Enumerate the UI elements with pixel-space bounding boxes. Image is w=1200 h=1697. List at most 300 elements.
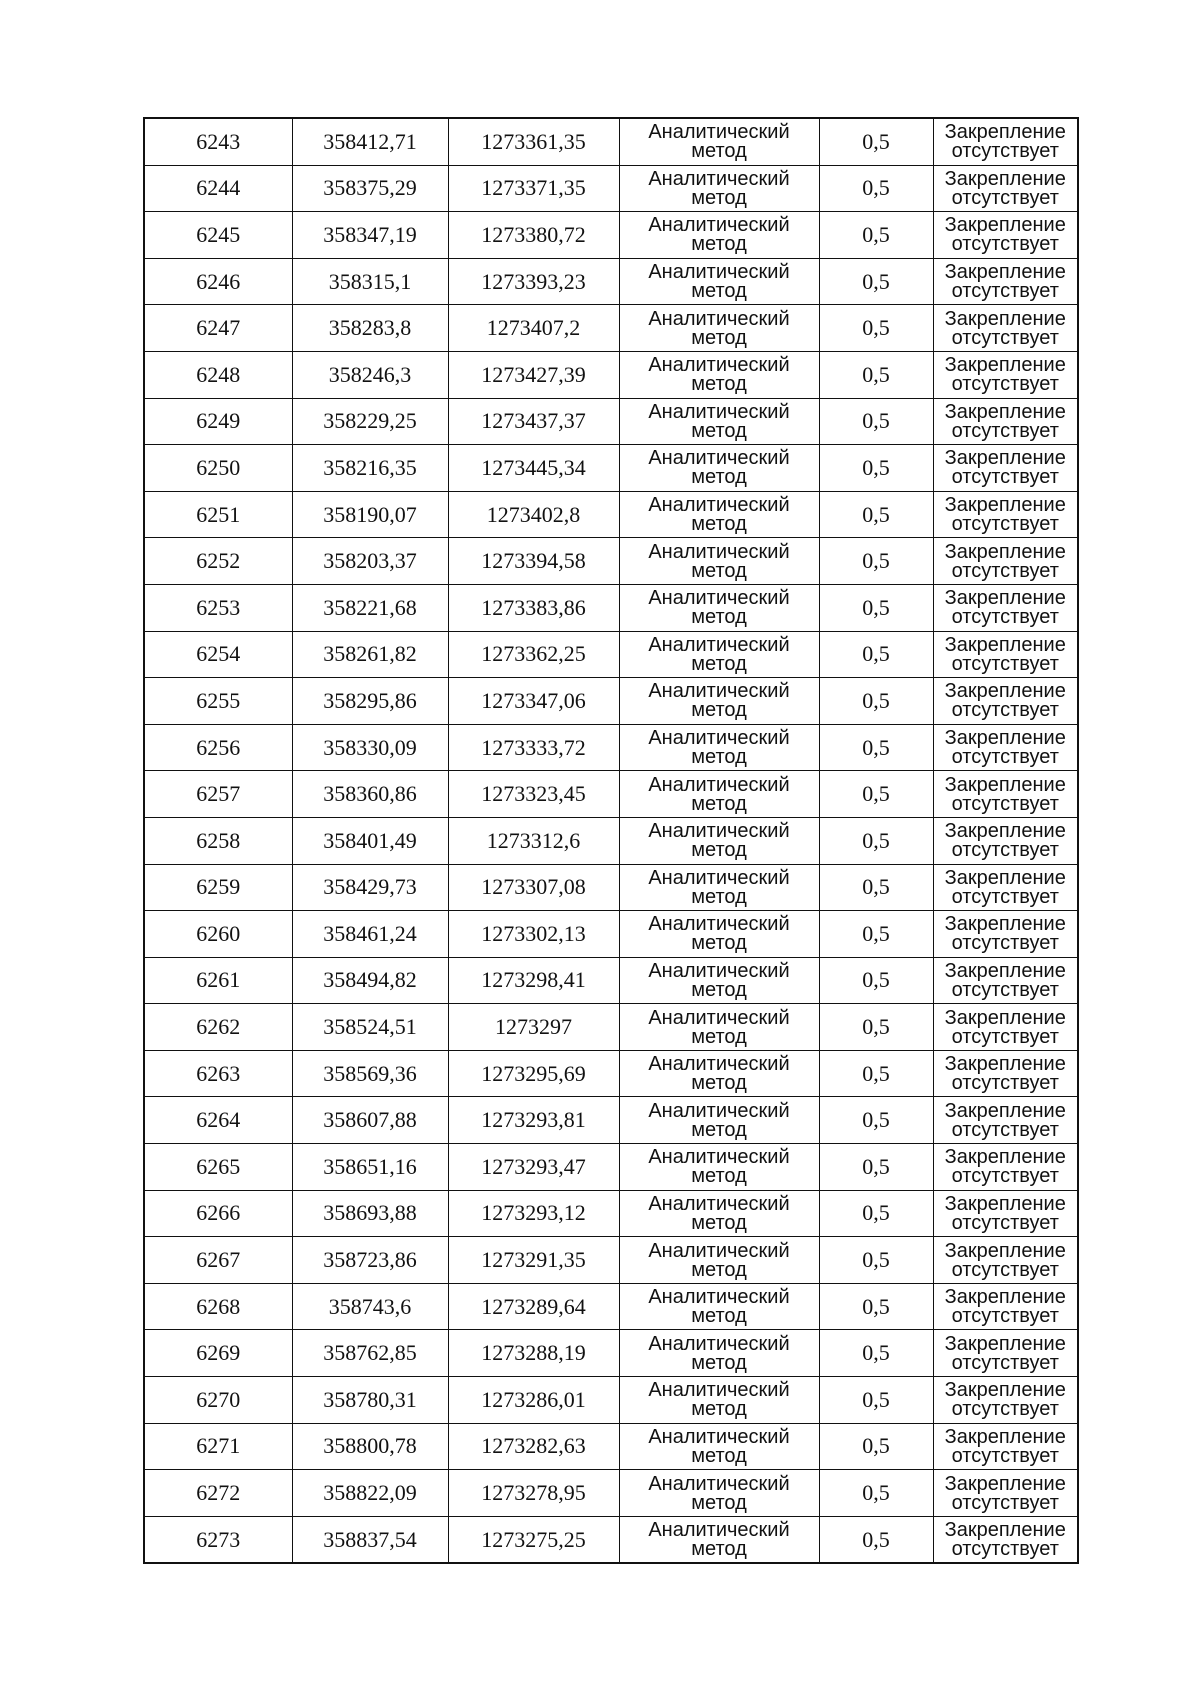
point-number-cell: 6262 [144, 1004, 292, 1051]
accuracy-cell: 0,5 [819, 1423, 933, 1470]
method-cell-line: метод [691, 1491, 747, 1514]
fixation-cell [933, 724, 1078, 771]
x-coordinate-cell: 358401,49 [292, 817, 448, 864]
method-cell-line: метод [691, 559, 747, 582]
method-cell-line: метод [691, 1258, 747, 1281]
method-cell [619, 864, 819, 911]
table-row [144, 864, 1078, 911]
method-cell-line: Аналитический [648, 1519, 790, 1542]
y-coordinate-cell: 1273297 [448, 1004, 619, 1051]
method-cell-line: Аналитический [648, 400, 790, 423]
table-row [144, 817, 1078, 864]
fixation-cell-line: отсутствует [951, 233, 1059, 256]
y-coordinate-cell: 1273394,58 [448, 538, 619, 585]
x-coordinate-cell: 358229,25 [292, 398, 448, 445]
method-cell-line: Аналитический [648, 167, 790, 190]
fixation-cell [933, 258, 1078, 305]
method-cell [619, 771, 819, 818]
fixation-cell-line: отсутствует [951, 1444, 1059, 1467]
accuracy-cell: 0,5 [819, 1330, 933, 1377]
method-cell-line: метод [691, 1444, 747, 1467]
fixation-cell [933, 398, 1078, 445]
point-number-cell: 6245 [144, 212, 292, 259]
fixation-cell [933, 118, 1078, 165]
accuracy-cell: 0,5 [819, 118, 933, 165]
method-cell [619, 1470, 819, 1517]
point-number-cell: 6263 [144, 1050, 292, 1097]
fixation-cell-line: Закрепление [944, 354, 1066, 377]
fixation-cell-line: отсутствует [951, 1398, 1059, 1421]
x-coordinate-cell: 358780,31 [292, 1377, 448, 1424]
y-coordinate-cell: 1273347,06 [448, 678, 619, 725]
table-row [144, 678, 1078, 725]
method-cell-line: метод [691, 326, 747, 349]
y-coordinate-cell: 1273380,72 [448, 212, 619, 259]
table-row [144, 258, 1078, 305]
method-cell-line: Аналитический [648, 959, 790, 982]
fixation-cell-line: отсутствует [951, 1211, 1059, 1234]
point-number-cell: 6261 [144, 957, 292, 1004]
accuracy-cell: 0,5 [819, 864, 933, 911]
x-coordinate-cell: 358693,88 [292, 1190, 448, 1237]
point-number-cell: 6270 [144, 1377, 292, 1424]
y-coordinate-cell: 1273407,2 [448, 305, 619, 352]
table-row [144, 584, 1078, 631]
method-cell [619, 351, 819, 398]
method-cell-line: Аналитический [648, 1379, 790, 1402]
fixation-cell [933, 1050, 1078, 1097]
fixation-cell [933, 1283, 1078, 1330]
method-cell [619, 1516, 819, 1563]
x-coordinate-cell: 358494,82 [292, 957, 448, 1004]
fixation-cell [933, 911, 1078, 958]
fixation-cell-line: Закрепление [944, 1053, 1066, 1076]
x-coordinate-cell: 358347,19 [292, 212, 448, 259]
accuracy-cell: 0,5 [819, 351, 933, 398]
table-row [144, 911, 1078, 958]
x-coordinate-cell: 358837,54 [292, 1516, 448, 1563]
table-row [144, 631, 1078, 678]
table-row [144, 491, 1078, 538]
method-cell [619, 1283, 819, 1330]
method-cell-line: Аналитический [648, 913, 790, 936]
point-number-cell: 6249 [144, 398, 292, 445]
table-row [144, 398, 1078, 445]
fixation-cell-line: отсутствует [951, 1025, 1059, 1048]
fixation-cell-line: отсутствует [951, 1072, 1059, 1095]
fixation-cell-line: отсутствует [951, 1491, 1059, 1514]
method-cell-line: Аналитический [648, 680, 790, 703]
accuracy-cell: 0,5 [819, 538, 933, 585]
point-number-cell: 6247 [144, 305, 292, 352]
fixation-cell [933, 864, 1078, 911]
point-number-cell: 6254 [144, 631, 292, 678]
table-row [144, 1097, 1078, 1144]
fixation-cell-line: отсутствует [951, 513, 1059, 536]
fixation-cell-line: отсутствует [951, 978, 1059, 1001]
method-cell-line: Аналитический [648, 1099, 790, 1122]
table-row [144, 1050, 1078, 1097]
fixation-cell-line: Закрепление [944, 773, 1066, 796]
method-cell-line: Аналитический [648, 1425, 790, 1448]
method-cell-line: Аналитический [648, 1146, 790, 1169]
fixation-cell [933, 538, 1078, 585]
accuracy-cell: 0,5 [819, 1050, 933, 1097]
method-cell [619, 258, 819, 305]
x-coordinate-cell: 358412,71 [292, 118, 448, 165]
document-page [143, 117, 1079, 1564]
fixation-cell-line: отсутствует [951, 559, 1059, 582]
x-coordinate-cell: 358762,85 [292, 1330, 448, 1377]
method-cell-line: Аналитический [648, 1239, 790, 1262]
point-number-cell: 6257 [144, 771, 292, 818]
method-cell-line: Аналитический [648, 354, 790, 377]
point-number-cell: 6256 [144, 724, 292, 771]
y-coordinate-cell: 1273282,63 [448, 1423, 619, 1470]
table-row [144, 1330, 1078, 1377]
method-cell [619, 1144, 819, 1191]
fixation-cell [933, 1470, 1078, 1517]
accuracy-cell: 0,5 [819, 678, 933, 725]
method-cell-line: метод [691, 373, 747, 396]
method-cell-line: метод [691, 1398, 747, 1421]
method-cell-line: метод [691, 652, 747, 675]
fixation-cell-line: Закрепление [944, 1519, 1066, 1542]
table-row [144, 1470, 1078, 1517]
method-cell [619, 445, 819, 492]
point-number-cell: 6252 [144, 538, 292, 585]
fixation-cell-line: отсутствует [951, 699, 1059, 722]
fixation-cell-line: Закрепление [944, 1146, 1066, 1169]
y-coordinate-cell: 1273307,08 [448, 864, 619, 911]
method-cell-line: метод [691, 140, 747, 163]
method-cell [619, 305, 819, 352]
accuracy-cell: 0,5 [819, 817, 933, 864]
method-cell-line: Аналитический [648, 1472, 790, 1495]
point-number-cell: 6265 [144, 1144, 292, 1191]
accuracy-cell: 0,5 [819, 445, 933, 492]
y-coordinate-cell: 1273289,64 [448, 1283, 619, 1330]
y-coordinate-cell: 1273278,95 [448, 1470, 619, 1517]
x-coordinate-cell: 358330,09 [292, 724, 448, 771]
x-coordinate-cell: 358190,07 [292, 491, 448, 538]
point-number-cell: 6246 [144, 258, 292, 305]
fixation-cell-line: отсутствует [951, 1118, 1059, 1141]
table-row [144, 771, 1078, 818]
x-coordinate-cell: 358607,88 [292, 1097, 448, 1144]
y-coordinate-cell: 1273371,35 [448, 165, 619, 212]
x-coordinate-cell: 358743,6 [292, 1283, 448, 1330]
method-cell [619, 678, 819, 725]
y-coordinate-cell: 1273295,69 [448, 1050, 619, 1097]
accuracy-cell: 0,5 [819, 398, 933, 445]
fixation-cell-line: отсутствует [951, 1351, 1059, 1374]
method-cell-line: метод [691, 1072, 747, 1095]
method-cell-line: метод [691, 1538, 747, 1561]
table-row [144, 118, 1078, 165]
method-cell [619, 584, 819, 631]
method-cell-line: метод [691, 1351, 747, 1374]
fixation-cell-line: Закрепление [944, 1006, 1066, 1029]
point-number-cell: 6264 [144, 1097, 292, 1144]
accuracy-cell: 0,5 [819, 1516, 933, 1563]
method-cell-line: метод [691, 792, 747, 815]
x-coordinate-cell: 358360,86 [292, 771, 448, 818]
point-number-cell: 6255 [144, 678, 292, 725]
point-number-cell: 6251 [144, 491, 292, 538]
fixation-cell-line: отсутствует [951, 186, 1059, 209]
fixation-cell-line: отсутствует [951, 419, 1059, 442]
x-coordinate-cell: 358461,24 [292, 911, 448, 958]
fixation-cell-line: Закрепление [944, 1472, 1066, 1495]
fixation-cell-line: Закрепление [944, 680, 1066, 703]
fixation-cell-line: отсутствует [951, 652, 1059, 675]
fixation-cell [933, 678, 1078, 725]
point-number-cell: 6260 [144, 911, 292, 958]
point-number-cell: 6243 [144, 118, 292, 165]
fixation-cell [933, 445, 1078, 492]
method-cell-line: Аналитический [648, 121, 790, 144]
accuracy-cell: 0,5 [819, 1470, 933, 1517]
method-cell-line: метод [691, 932, 747, 955]
coordinates-table [143, 117, 1079, 1564]
accuracy-cell: 0,5 [819, 1097, 933, 1144]
point-number-cell: 6250 [144, 445, 292, 492]
y-coordinate-cell: 1273383,86 [448, 584, 619, 631]
point-number-cell: 6248 [144, 351, 292, 398]
table-row [144, 957, 1078, 1004]
y-coordinate-cell: 1273437,37 [448, 398, 619, 445]
accuracy-cell: 0,5 [819, 957, 933, 1004]
point-number-cell: 6273 [144, 1516, 292, 1563]
fixation-cell [933, 212, 1078, 259]
method-cell-line: Аналитический [648, 633, 790, 656]
method-cell-line: Аналитический [648, 214, 790, 237]
table-row [144, 538, 1078, 585]
x-coordinate-cell: 358375,29 [292, 165, 448, 212]
fixation-cell-line: Закрепление [944, 866, 1066, 889]
x-coordinate-cell: 358524,51 [292, 1004, 448, 1051]
fixation-cell-line: Закрепление [944, 494, 1066, 517]
fixation-cell-line: Закрепление [944, 400, 1066, 423]
method-cell [619, 118, 819, 165]
point-number-cell: 6269 [144, 1330, 292, 1377]
point-number-cell: 6266 [144, 1190, 292, 1237]
method-cell [619, 165, 819, 212]
method-cell-line: метод [691, 1211, 747, 1234]
method-cell [619, 957, 819, 1004]
x-coordinate-cell: 358429,73 [292, 864, 448, 911]
table-row [144, 1144, 1078, 1191]
x-coordinate-cell: 358246,3 [292, 351, 448, 398]
accuracy-cell: 0,5 [819, 1377, 933, 1424]
method-cell-line: Аналитический [648, 540, 790, 563]
table-row [144, 1283, 1078, 1330]
point-number-cell: 6268 [144, 1283, 292, 1330]
fixation-cell-line: отсутствует [951, 466, 1059, 489]
fixation-cell-line: Закрепление [944, 959, 1066, 982]
y-coordinate-cell: 1273361,35 [448, 118, 619, 165]
y-coordinate-cell: 1273393,23 [448, 258, 619, 305]
accuracy-cell: 0,5 [819, 584, 933, 631]
method-cell [619, 1050, 819, 1097]
fixation-cell [933, 1423, 1078, 1470]
y-coordinate-cell: 1273298,41 [448, 957, 619, 1004]
fixation-cell [933, 771, 1078, 818]
x-coordinate-cell: 358216,35 [292, 445, 448, 492]
method-cell [619, 1330, 819, 1377]
fixation-cell-line: отсутствует [951, 373, 1059, 396]
fixation-cell [933, 957, 1078, 1004]
table-row [144, 165, 1078, 212]
fixation-cell [933, 817, 1078, 864]
method-cell-line: метод [691, 1118, 747, 1141]
fixation-cell [933, 165, 1078, 212]
fixation-cell-line: отсутствует [951, 1538, 1059, 1561]
method-cell-line: Аналитический [648, 307, 790, 330]
method-cell [619, 1190, 819, 1237]
fixation-cell [933, 491, 1078, 538]
method-cell [619, 1097, 819, 1144]
accuracy-cell: 0,5 [819, 212, 933, 259]
method-cell [619, 631, 819, 678]
method-cell-line: метод [691, 606, 747, 629]
method-cell-line: Аналитический [648, 261, 790, 284]
method-cell-line: Аналитический [648, 587, 790, 610]
method-cell-line: Аналитический [648, 1192, 790, 1215]
fixation-cell [933, 305, 1078, 352]
fixation-cell [933, 631, 1078, 678]
point-number-cell: 6258 [144, 817, 292, 864]
method-cell [619, 491, 819, 538]
fixation-cell-line: Закрепление [944, 261, 1066, 284]
x-coordinate-cell: 358723,86 [292, 1237, 448, 1284]
method-cell-line: метод [691, 699, 747, 722]
fixation-cell-line: Закрепление [944, 633, 1066, 656]
method-cell-line: Аналитический [648, 773, 790, 796]
fixation-cell-line: Закрепление [944, 820, 1066, 843]
accuracy-cell: 0,5 [819, 1144, 933, 1191]
fixation-cell-line: отсутствует [951, 1165, 1059, 1188]
method-cell [619, 212, 819, 259]
fixation-cell-line: Закрепление [944, 447, 1066, 470]
fixation-cell [933, 1097, 1078, 1144]
y-coordinate-cell: 1273402,8 [448, 491, 619, 538]
accuracy-cell: 0,5 [819, 491, 933, 538]
x-coordinate-cell: 358822,09 [292, 1470, 448, 1517]
coordinates-table-body [144, 118, 1078, 1563]
table-row [144, 1004, 1078, 1051]
fixation-cell-line: Закрепление [944, 1099, 1066, 1122]
x-coordinate-cell: 358295,86 [292, 678, 448, 725]
y-coordinate-cell: 1273302,13 [448, 911, 619, 958]
fixation-cell [933, 1377, 1078, 1424]
method-cell-line: Аналитический [648, 494, 790, 517]
point-number-cell: 6244 [144, 165, 292, 212]
table-row [144, 445, 1078, 492]
point-number-cell: 6259 [144, 864, 292, 911]
x-coordinate-cell: 358315,1 [292, 258, 448, 305]
method-cell-line: метод [691, 1305, 747, 1328]
fixation-cell [933, 1144, 1078, 1191]
y-coordinate-cell: 1273293,47 [448, 1144, 619, 1191]
x-coordinate-cell: 358800,78 [292, 1423, 448, 1470]
y-coordinate-cell: 1273333,72 [448, 724, 619, 771]
x-coordinate-cell: 358221,68 [292, 584, 448, 631]
accuracy-cell: 0,5 [819, 165, 933, 212]
method-cell-line: Аналитический [648, 820, 790, 843]
method-cell [619, 1423, 819, 1470]
x-coordinate-cell: 358203,37 [292, 538, 448, 585]
fixation-cell-line: Закрепление [944, 727, 1066, 750]
point-number-cell: 6271 [144, 1423, 292, 1470]
table-row [144, 351, 1078, 398]
fixation-cell-line: отсутствует [951, 932, 1059, 955]
fixation-cell-line: Закрепление [944, 167, 1066, 190]
method-cell-line: Аналитический [648, 1332, 790, 1355]
fixation-cell-line: Закрепление [944, 307, 1066, 330]
fixation-cell-line: отсутствует [951, 746, 1059, 769]
x-coordinate-cell: 358569,36 [292, 1050, 448, 1097]
table-row [144, 212, 1078, 259]
method-cell-line: метод [691, 885, 747, 908]
fixation-cell-line: Закрепление [944, 1332, 1066, 1355]
y-coordinate-cell: 1273286,01 [448, 1377, 619, 1424]
x-coordinate-cell: 358651,16 [292, 1144, 448, 1191]
method-cell [619, 398, 819, 445]
accuracy-cell: 0,5 [819, 1283, 933, 1330]
method-cell [619, 817, 819, 864]
method-cell-line: Аналитический [648, 727, 790, 750]
method-cell-line: метод [691, 978, 747, 1001]
method-cell [619, 538, 819, 585]
method-cell-line: метод [691, 419, 747, 442]
accuracy-cell: 0,5 [819, 258, 933, 305]
method-cell-line: метод [691, 466, 747, 489]
method-cell [619, 724, 819, 771]
y-coordinate-cell: 1273427,39 [448, 351, 619, 398]
fixation-cell-line: Закрепление [944, 913, 1066, 936]
y-coordinate-cell: 1273275,25 [448, 1516, 619, 1563]
fixation-cell-line: отсутствует [951, 606, 1059, 629]
fixation-cell [933, 1190, 1078, 1237]
y-coordinate-cell: 1273291,35 [448, 1237, 619, 1284]
fixation-cell [933, 1237, 1078, 1284]
fixation-cell-line: отсутствует [951, 280, 1059, 303]
method-cell-line: метод [691, 233, 747, 256]
y-coordinate-cell: 1273445,34 [448, 445, 619, 492]
method-cell-line: метод [691, 839, 747, 862]
method-cell-line: Аналитический [648, 1006, 790, 1029]
table-row [144, 724, 1078, 771]
fixation-cell [933, 351, 1078, 398]
accuracy-cell: 0,5 [819, 724, 933, 771]
method-cell [619, 1377, 819, 1424]
fixation-cell-line: Закрепление [944, 1192, 1066, 1215]
accuracy-cell: 0,5 [819, 1004, 933, 1051]
accuracy-cell: 0,5 [819, 305, 933, 352]
method-cell [619, 911, 819, 958]
method-cell [619, 1004, 819, 1051]
method-cell [619, 1237, 819, 1284]
y-coordinate-cell: 1273293,12 [448, 1190, 619, 1237]
method-cell-line: Аналитический [648, 447, 790, 470]
fixation-cell-line: отсутствует [951, 326, 1059, 349]
method-cell-line: Аналитический [648, 866, 790, 889]
method-cell-line: метод [691, 513, 747, 536]
table-row [144, 1377, 1078, 1424]
method-cell-line: Аналитический [648, 1286, 790, 1309]
